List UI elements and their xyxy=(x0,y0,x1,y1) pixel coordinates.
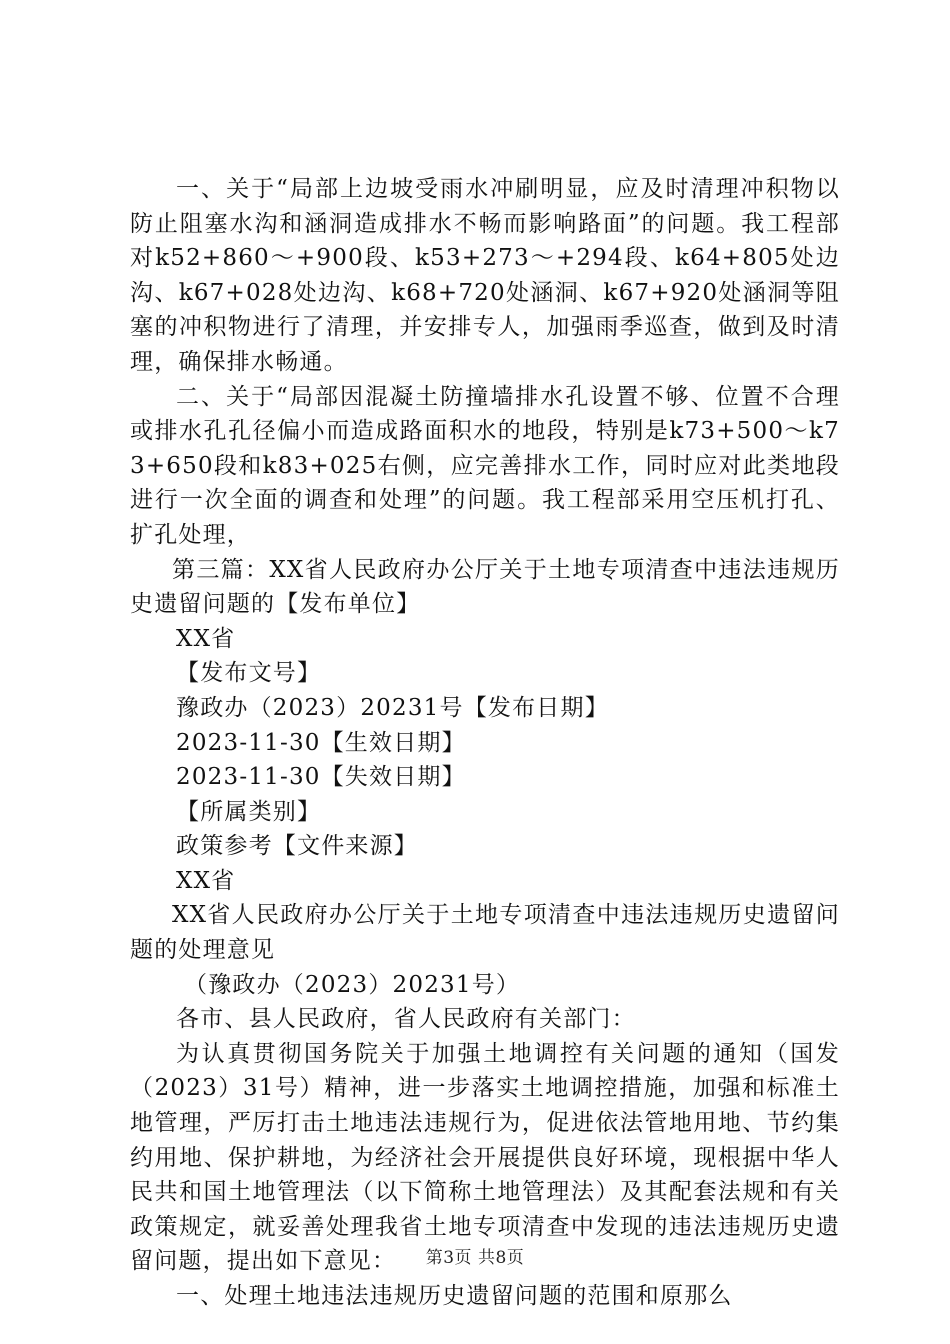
document-title: XX省人民政府办公厅关于土地专项清查中违法违规历史遗留问题的处理意见 xyxy=(130,902,840,964)
section-heading: 一、处理土地违法违规历史遗留问题的范围和原那么 xyxy=(176,1283,733,1309)
meta-publisher: XX省 xyxy=(176,625,236,652)
meta-doc-number: 豫政办（2023）20231号【发布日期】 xyxy=(176,694,609,721)
meta-effective-date: 2023-11-30【失效日期】 xyxy=(176,764,466,791)
meta-doc-number-label: 【发布文号】 xyxy=(176,660,322,687)
meta-source: XX省 xyxy=(176,867,236,894)
meta-category: 政策参考【文件来源】 xyxy=(176,833,418,860)
document-body xyxy=(130,172,840,1314)
paragraph-drainage-silt: 一、关于“局部上边坡受雨水冲刷明显，应及时清理冲积物以防止阻塞水沟和涵洞造成排水不畅而影响路面”的问题。我工程部对k52+860～+900段、k53+273～+294段、k64+805处边沟、k67+028处边沟、k68+720处涵洞、k67+920处涵洞等阻塞的冲积物进行了清理，并安排专人，加强雨季巡查，做到及时清理，确保排水畅通。 xyxy=(130,176,840,375)
document-recipients: 各市、县人民政府，省人民政府有关部门： xyxy=(176,1006,636,1033)
page-footer: 第3页 共8页 xyxy=(425,1248,525,1268)
document-number: （豫政办（2023）20231号） xyxy=(184,971,521,998)
meta-publish-date: 2023-11-30【生效日期】 xyxy=(176,729,466,756)
paragraph-purpose: 为认真贯彻国务院关于加强土地调控有关问题的通知（国发（2023）31号）精神，进一步落实土地调控措施，加强和标准土地管理，严厉打击土地违法违规行为，促进依法管地用地、节约集约用地、保护耕地，为经济社会开展提供良好环境，现根据中华人民共和国土地管理法（以下简称土地管理法）及其配套法规和有关政策规定，就妥善处理我省土地专项清查中发现的违法违规历史遗留问题，提出如下意见： xyxy=(130,1040,840,1275)
paragraph-third-article: 第三篇：XX省人民政府办公厅关于土地专项清查中违法违规历史遗留问题的【发布单位】 xyxy=(130,556,840,618)
paragraph-drain-holes: 二、关于“局部因混凝土防撞墙排水孔设置不够、位置不合理或排水孔孔径偏小而造成路面积水的地段，特别是k73+500～k73+650段和k83+025右侧，应完善排水工作，同时应对此类地段进行一次全面的调查和处理”的问题。我工程部采用空压机打孔、扩孔处理， xyxy=(130,383,840,548)
meta-category-label: 【所属类别】 xyxy=(176,798,322,825)
